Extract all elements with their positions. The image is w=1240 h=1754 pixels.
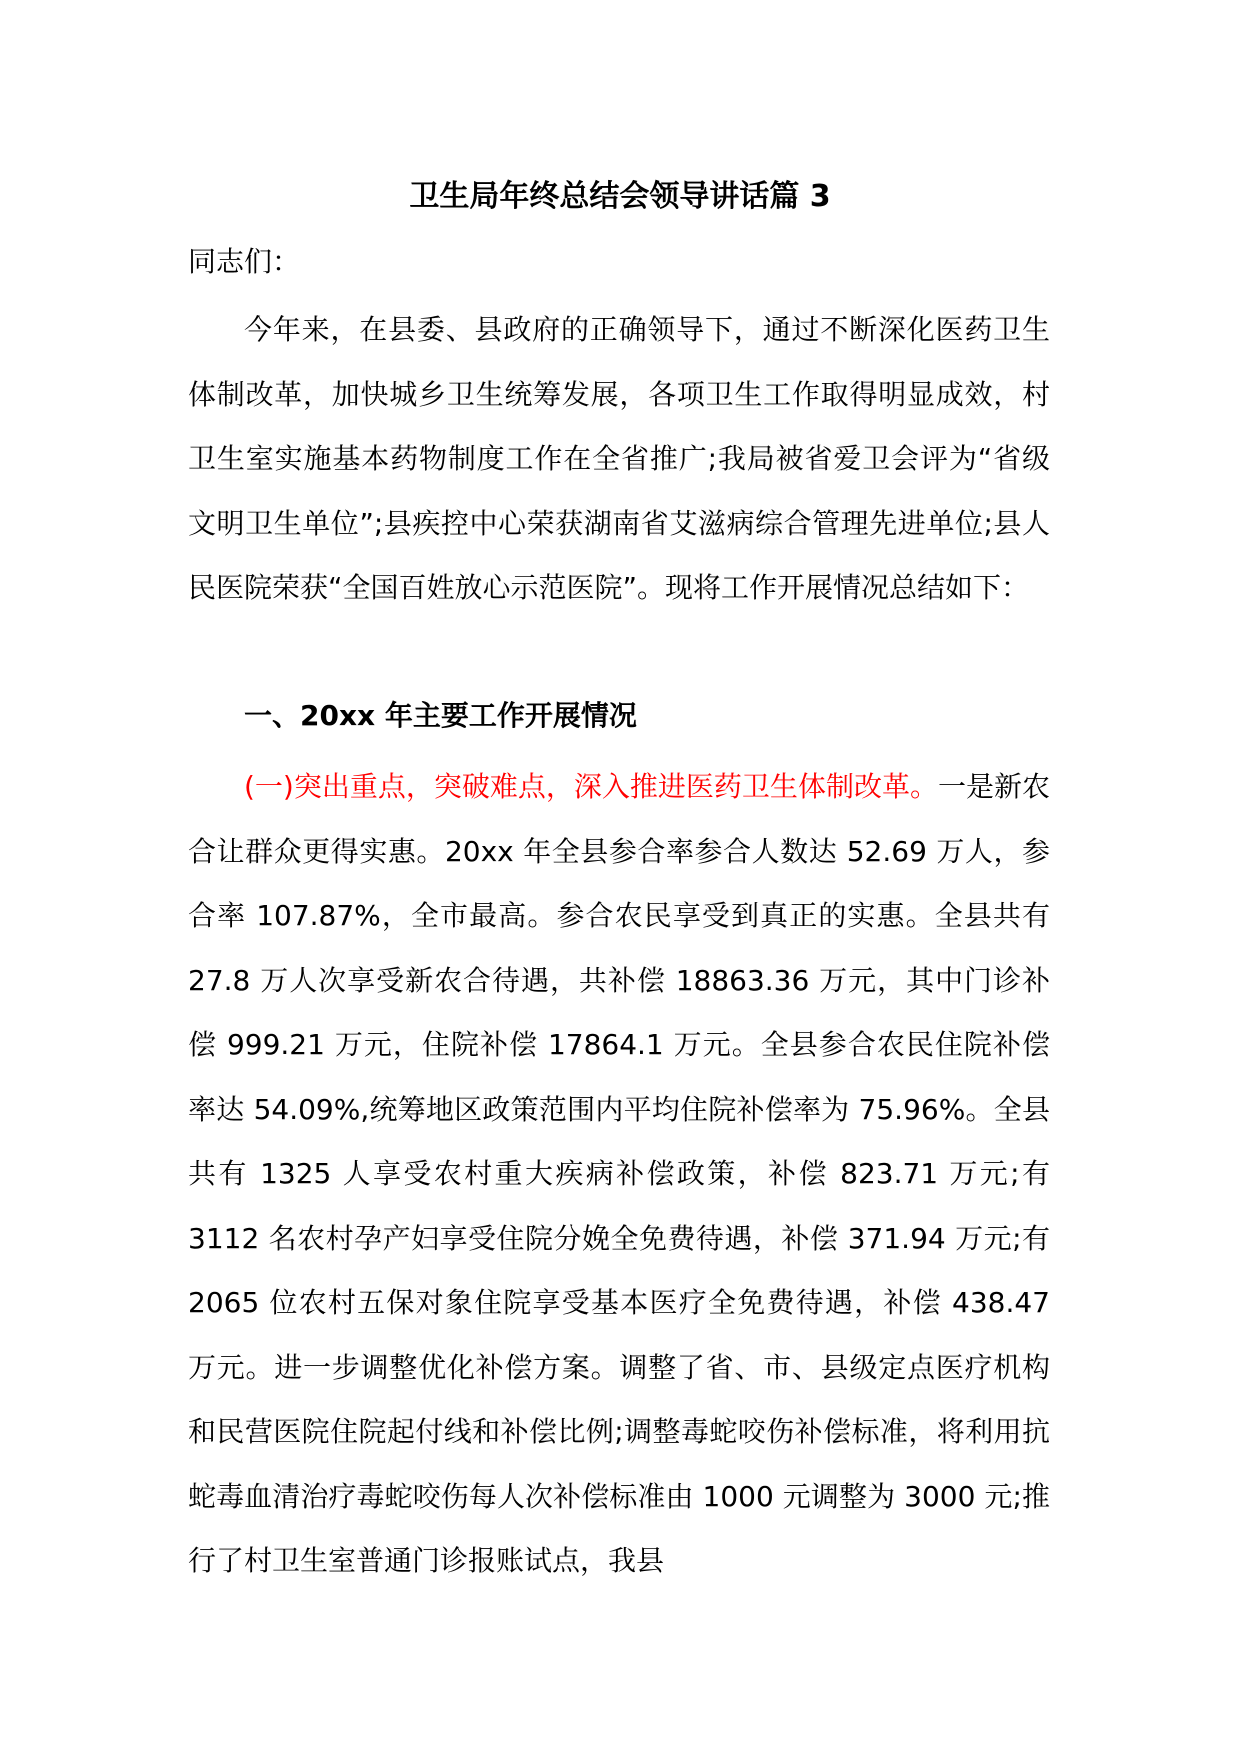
subsection-paragraph [188, 755, 1050, 1594]
intro-paragraph: 今年来，在县委、县政府的正确领导下，通过不断深化医药卫生体制改革，加快城乡卫生统筹发展，各项卫生工作取得明显成效，村卫生室实施基本药物制度工作在全省推广;我局被省爱卫会评为“省级文明卫生单位”;县疾控中心荣获湖南省艾滋病综合管理先进单位;县人民医院荣获“全国百姓放心示范医院”。现将工作开展情况总结如下： [188, 313, 1050, 604]
document-title: 卫生局年终总结会领导讲话篇 3 [409, 179, 831, 214]
salutation: 同志们： [188, 245, 301, 278]
subsection-body: 一是新农合让群众更得实惠。20xx 年全县参合率参合人数达 52.69 万人，参合率 107.87%，全市最高。参合农民享受到真正的实惠。全县共有 27.8 万人次享受新农合待遇，共补偿 18863.36 万元，其中门诊补偿 999.21 万元，住院补偿 17864.1 万元。全县参合农民住院补偿率达 54.09%,统筹地区政策范围内平均住院补偿率为 75.96%。全县共有 1325 人享受农村重大疾病补偿政策，补偿 823.71 万元;有 3112 名农村孕产妇享受住院分娩全免费待遇，补偿 371.94 万元;有 2065 位农村五保对象住院享受基本医疗全免费待遇，补偿 438.47 万元。进一步调整优化补偿方案。调整了省、市、县级定点医疗机构和民营医院住院起付线和补偿比例;调整毒蛇咬伤补偿标准，将利用抗蛇毒血清治疗毒蛇咬伤每人次补偿标准由 1000 元调整为 3000 元;推行了村卫生室普通门诊报账试点，我县 [188, 770, 1050, 1577]
subsection-heading: (一)突出重点，突破难点，深入推进医药卫生体制改革。 [244, 770, 938, 803]
section-heading: 一、20xx 年主要工作开展情况 [244, 699, 637, 732]
